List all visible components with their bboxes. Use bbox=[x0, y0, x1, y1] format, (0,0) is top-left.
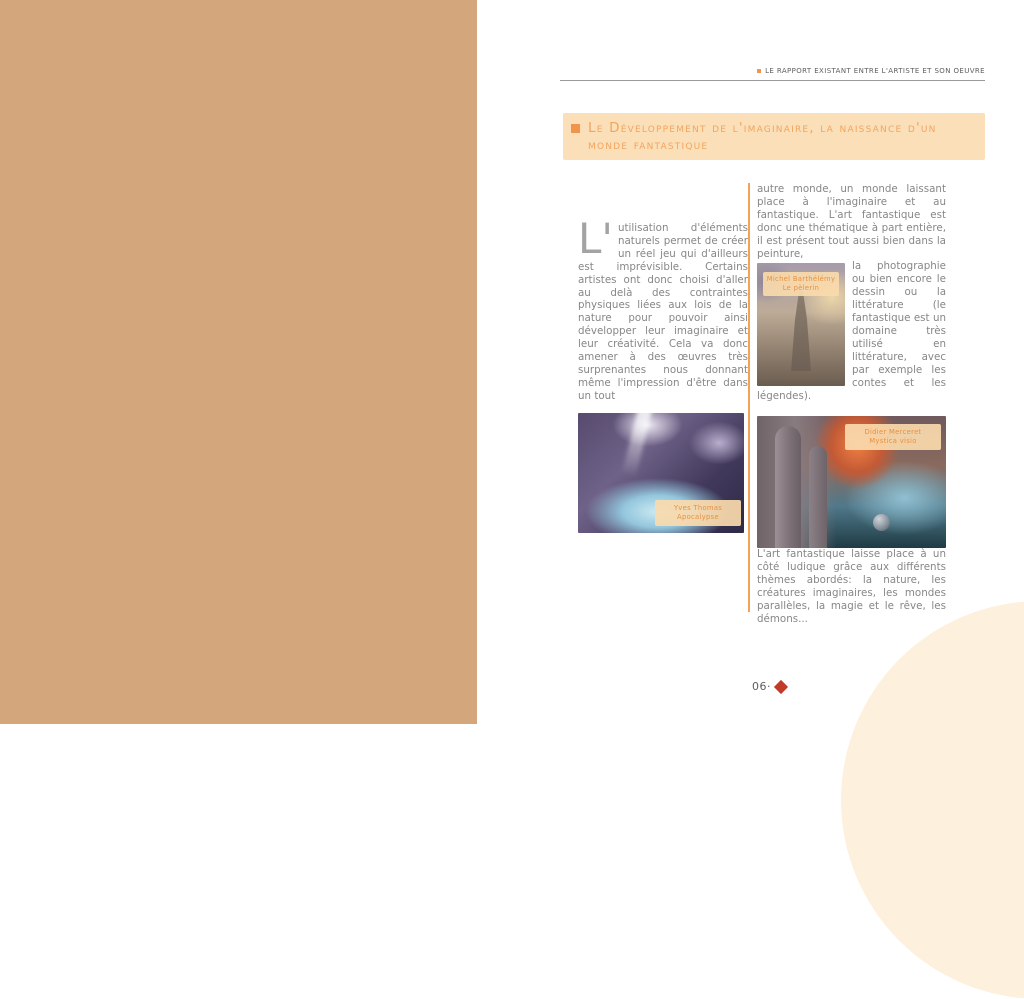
castle-spire-decor bbox=[791, 291, 811, 371]
caption-title: Le pèlerin bbox=[782, 284, 820, 293]
header-bullet-icon bbox=[757, 69, 761, 73]
wrap-block bbox=[757, 260, 946, 402]
caption-artist: Didier Merceret bbox=[864, 428, 922, 437]
caption-title: Mystica visio bbox=[869, 437, 917, 446]
paragraph-1-text: utilisation d'éléments naturels permet de créer un réel jeu qui d'ailleurs est imprévisible. Certains artistes ont donc choisi d'aller au delà des contraintes physiques liées aux lois de la nature pour pouvoir ainsi développer leur imaginaire et leur créativité. Cela va donc amener à des œuvres très surprenantes nous donnant même l'impression d'être dans un tout bbox=[578, 222, 748, 402]
paragraph-3: L'art fantastique laisse place à un côté ludique grâce aux différents thèmes abordés: la nature, les créatures imaginaires, les mondes parallèles, la magie et le rêve, les démons... bbox=[757, 548, 946, 625]
paragraph-2a: autre monde, un monde laissant place à l'imaginaire et au fantastique. L'art fantastique est donc une thématique à part entière, il est présent tout aussi bien dans la peinture, bbox=[757, 183, 946, 260]
caption-pelerin bbox=[763, 272, 839, 296]
header-rule bbox=[560, 80, 985, 81]
diamond-icon bbox=[774, 679, 788, 693]
section-bullet-icon bbox=[571, 124, 580, 133]
page-number: 06· bbox=[752, 680, 771, 693]
section-title-box bbox=[563, 113, 985, 160]
column-divider bbox=[748, 183, 750, 612]
ruin-column-decor bbox=[809, 446, 827, 548]
caption-artist: Yves Thomas bbox=[673, 503, 723, 512]
artwork-pelerin bbox=[757, 263, 845, 386]
artwork-mystica bbox=[757, 416, 946, 548]
column-right bbox=[757, 183, 946, 626]
paragraph-1 bbox=[578, 214, 748, 403]
paragraph-2b: la photographie ou bien encore le dessin ou la littérature (le fantastique est un domaine très utilisé en littérature, avec par exemple les contes et les légendes). bbox=[757, 260, 946, 402]
caption-mystica bbox=[845, 424, 941, 450]
light-streak-decor bbox=[622, 413, 653, 478]
caption-apocalypse bbox=[655, 500, 741, 526]
running-header bbox=[560, 67, 985, 75]
left-cover-panel bbox=[0, 0, 477, 724]
dropcap: L' bbox=[578, 214, 613, 263]
corner-decor-circle bbox=[841, 601, 1024, 999]
caption-artist: Michel Barthélémy bbox=[766, 275, 836, 284]
caption-title: Apocalypse bbox=[677, 512, 719, 521]
ruin-column-decor bbox=[775, 426, 801, 548]
page-footer bbox=[752, 680, 786, 693]
sphere-decor bbox=[873, 514, 890, 531]
artwork-apocalypse bbox=[578, 413, 744, 533]
column-left bbox=[578, 214, 748, 533]
running-header-title: LE RAPPORT EXISTANT ENTRE L'ARTISTE ET SON OEUVRE bbox=[765, 67, 985, 75]
section-title: Le Développement de l'imaginaire, la naissance d'un monde fantastique bbox=[588, 120, 937, 153]
